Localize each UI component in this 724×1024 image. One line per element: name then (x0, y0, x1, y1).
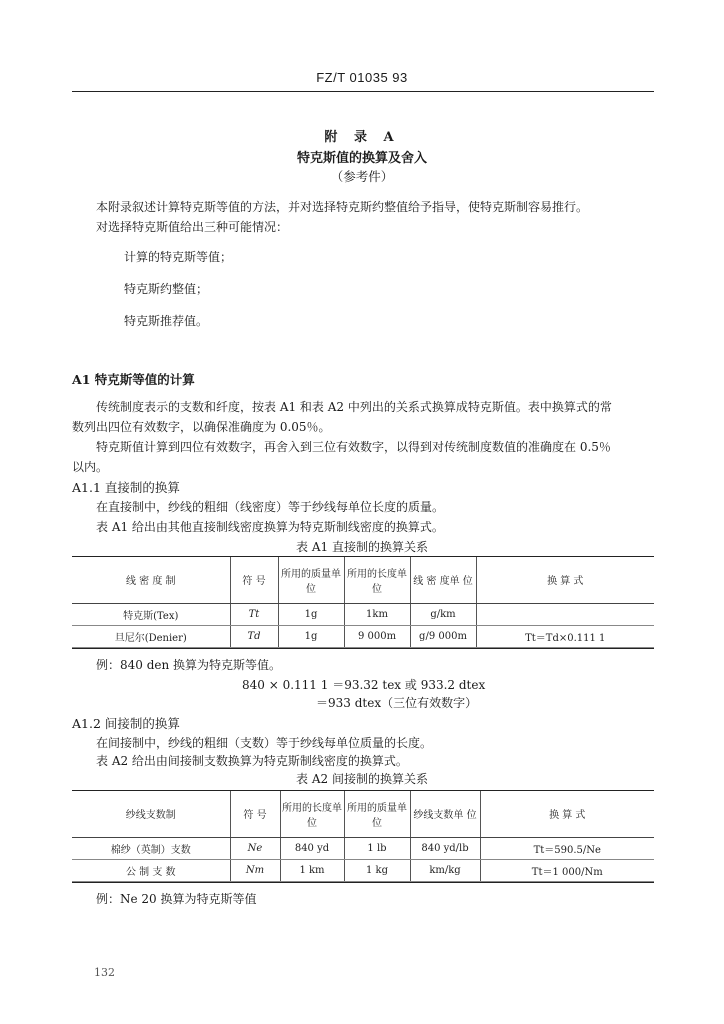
table-cell: 1 lb (344, 837, 410, 859)
list-item: 特克斯推荐值。 (124, 314, 209, 328)
table-header: 纱线支数制 (72, 791, 230, 837)
table-a2-bottom-rule (72, 882, 654, 883)
annex-label: 附 录 A (324, 130, 400, 145)
table-a1-caption: 表 A1 直接制的换算关系 (296, 540, 428, 554)
table-a2 (72, 791, 654, 882)
a1-2-line2: 表 A2 给出由间接制支数换算为特克斯制线密度的换算式。 (96, 754, 408, 768)
table-header: 所用的质量单位 (278, 557, 344, 603)
standard-code-header: FZ/T 01035 93 (316, 70, 408, 85)
table-header: 换 算 式 (476, 557, 654, 603)
table-cell: 1km (344, 603, 410, 625)
table-cell (476, 603, 654, 625)
table-cell: g/km (410, 603, 476, 625)
table-cell: Tt＝590.5/Ne (480, 837, 654, 859)
section-heading-a1-2: A1.2 间接制的换算 (72, 716, 180, 731)
table-cell: 1 kg (344, 859, 410, 881)
example1-line3: ＝933 dtex（三位有效数字） (316, 696, 478, 710)
table-cell: g/9 000m (410, 625, 476, 647)
table-header: 符 号 (230, 791, 280, 837)
table-row (72, 837, 654, 859)
table-cell: 公 制 支 数 (72, 859, 230, 881)
table-cell: 特克斯(Tex) (72, 603, 230, 625)
table-cell: Tt＝1 000/Nm (480, 859, 654, 881)
section-heading-a1-1: A1.1 直接制的换算 (72, 480, 180, 495)
a1-para1-line1: 传统制度表示的支数和纤度，按表 A1 和表 A2 中列出的关系式换算成特克斯值。表中换算式的常 (96, 400, 612, 414)
header-rule (72, 91, 654, 92)
intro-line-2: 对选择特克斯值给出三种可能情况： (96, 220, 289, 234)
table-cell: 840 yd (280, 837, 344, 859)
a1-2-line1: 在间接制中，纱线的粗细（支数）等于纱线每单位质量的长度。 (96, 736, 433, 750)
intro-line-1: 本附录叙述计算特克斯等值的方法，并对选择特克斯约整值给予指导，使特克斯制容易推行。 (96, 200, 589, 214)
table-cell: Td (230, 625, 278, 647)
table-cell: Ne (230, 837, 280, 859)
table-a1-bottom-rule (72, 648, 654, 649)
table-cell: 旦尼尔(Denier) (72, 625, 230, 647)
table-header: 所用的长度单位 (344, 557, 410, 603)
table-header: 所用的质量单位 (344, 791, 410, 837)
table-header: 线 密 度 制 (72, 557, 230, 603)
a1-para1-line2: 数列出四位有效数字，以确保准确度为 0.05％。 (72, 420, 331, 434)
example1-line1: 例：840 den 换算为特克斯等值。 (96, 658, 282, 672)
table-row (72, 625, 654, 647)
example2-line1: 例：Ne 20 换算为特克斯等值 (96, 892, 257, 906)
table-cell: 840 yd/lb (410, 837, 480, 859)
table-header: 所用的长度单位 (280, 791, 344, 837)
table-a2-caption: 表 A2 间接制的换算关系 (296, 772, 428, 786)
list-item: 特克斯约整值； (124, 282, 209, 296)
a1-1-line1: 在直接制中，纱线的粗细（线密度）等于纱线每单位长度的质量。 (96, 500, 445, 514)
list-item: 计算的特克斯等值； (124, 250, 233, 264)
table-row (72, 603, 654, 625)
table-header: 符 号 (230, 557, 278, 603)
table-header: 线 密 度单 位 (410, 557, 476, 603)
table-header: 换 算 式 (480, 791, 654, 837)
table-cell: Tt (230, 603, 278, 625)
table-a1 (72, 557, 654, 648)
table-cell: 9 000m (344, 625, 410, 647)
table-row (72, 859, 654, 881)
table-cell: 1g (278, 603, 344, 625)
table-cell: 1g (278, 625, 344, 647)
table-cell: Tt＝Td×0.111 1 (476, 625, 654, 647)
table-cell: 棉纱（英制）支数 (72, 837, 230, 859)
annex-title: 特克斯值的换算及舍入 (296, 151, 427, 166)
a1-para2-line2: 以内。 (72, 460, 109, 474)
table-cell: 1 km (280, 859, 344, 881)
table-cell: km/kg (410, 859, 480, 881)
section-heading-a1: A1 特克斯等值的计算 (72, 372, 195, 387)
table-cell: Nm (230, 859, 280, 881)
table-header: 纱线支数单 位 (410, 791, 480, 837)
example1-line2: 840 × 0.111 1 ＝93.32 tex 或 933.2 dtex (242, 678, 486, 692)
a1-para2-line1: 特克斯值计算到四位有效数字，再舍入到三位有效数字，以得到对传统制度数值的准确度在 0.5％ (96, 440, 611, 454)
a1-1-line2: 表 A1 给出由其他直接制线密度换算为特克斯制线密度的换算式。 (96, 520, 444, 534)
annex-note: （参考件） (330, 169, 394, 184)
page-number: 132 (94, 966, 115, 979)
